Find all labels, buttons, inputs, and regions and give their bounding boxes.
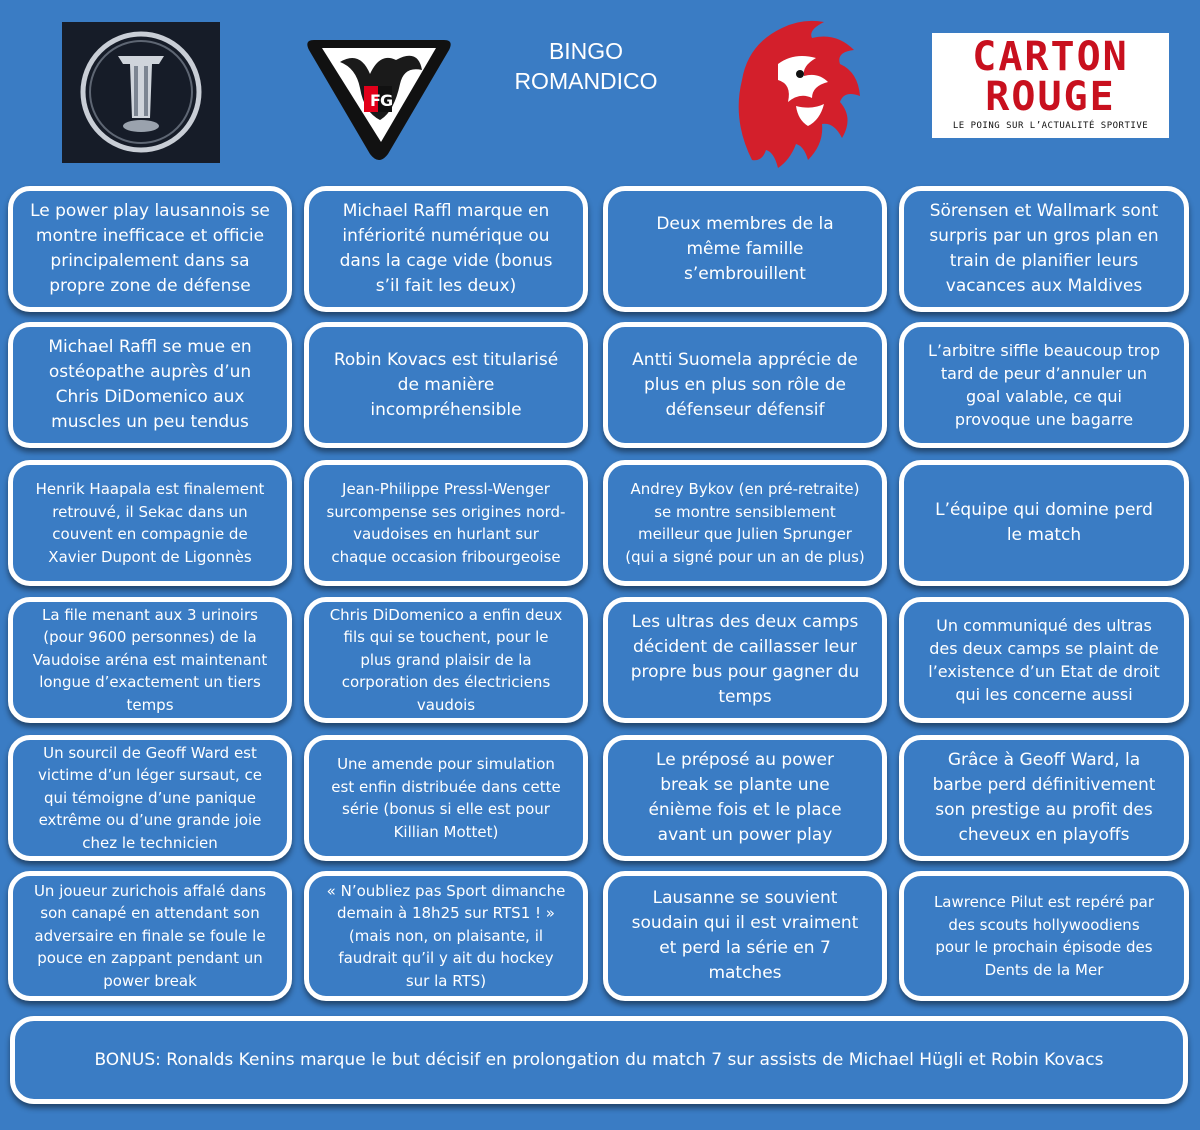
card-line: des scouts hollywoodiens (948, 915, 1140, 934)
card-line: chez le technicien (82, 833, 218, 852)
card-line: soudain qui il est vraiment (631, 913, 859, 933)
card-line: Jean-Philippe Pressl-Wenger (342, 480, 550, 498)
card-line: dans la cage vide (bonus (339, 251, 553, 271)
bingo-card (8, 871, 292, 1001)
card-line: surcompense ses origines nord- (326, 502, 566, 521)
card-line: train de planifier leurs (949, 251, 1139, 271)
card-line: faudrait qu’il y ait du hockey (338, 949, 554, 968)
card-line: Henrik Haapala est finalement (35, 480, 265, 498)
card-line: plus grand plaisir de la (360, 650, 532, 669)
lausanne-hc-logo (712, 10, 870, 170)
card-line: (pour 9600 personnes) de la (43, 628, 257, 647)
carton-line-1: CARTON (972, 34, 1129, 80)
card-line: power break (103, 971, 197, 990)
bingo-card (304, 460, 588, 586)
card-line: Le préposé au power (656, 750, 834, 770)
card-line: avant un power play (657, 825, 833, 845)
bingo-card (304, 871, 588, 1001)
bingo-card (603, 597, 887, 723)
card-line: Xavier Dupont de Ligonnès (48, 547, 252, 566)
card-line: Le power play lausannois se (30, 201, 270, 221)
card-line: Killian Mottet) (393, 822, 499, 841)
bingo-card (603, 735, 887, 861)
card-line: est enfin distribuée dans cette (331, 777, 561, 796)
card-line: Michael Raffl marque en (342, 201, 550, 221)
bonus-text: BONUS: Ronalds Kenins marque le but décisif en prolongation du match 7 sur assists de Michael Hügli et Robin Kovacs (94, 1050, 1104, 1070)
card-line: Andrey Bykov (en pré-retraite) (630, 480, 860, 498)
card-line: Sörensen et Wallmark sont (929, 201, 1159, 221)
card-line: plus en plus son rôle de (643, 374, 847, 395)
title-line-2: ROMANDICO (514, 68, 658, 94)
card-line: Deux membres de la (656, 213, 834, 234)
bingo-card (8, 460, 292, 586)
card-line: Lawrence Pilut est repéré par (933, 893, 1155, 911)
page-title (494, 36, 678, 96)
bingo-card (899, 871, 1189, 1001)
bingo-card (8, 322, 292, 448)
card-line: break se plante une (660, 775, 830, 795)
card-line: qui les concerne aussi (955, 685, 1133, 704)
bingo-card (304, 597, 588, 723)
bingo-card (603, 871, 887, 1001)
bingo-card (603, 460, 887, 586)
card-line: extrême ou d’une grande joie (38, 811, 262, 830)
card-line: sur la RTS) (405, 971, 487, 990)
card-line: meilleur que Julien Sprunger (638, 525, 852, 543)
card-line: propre zone de défense (49, 276, 251, 296)
card-line: Robin Kovacs est titularisé (333, 349, 559, 370)
card-line: provoque une bagarre (954, 410, 1134, 429)
bingo-card (603, 186, 887, 312)
bingo-card (899, 735, 1189, 861)
card-line: pouce en zappant pendant un (37, 949, 263, 968)
card-line: corporation des électriciens (341, 673, 551, 692)
card-line: décident de caillasser leur (633, 637, 857, 657)
card-line: L’arbitre siffle beaucoup trop (928, 341, 1160, 360)
card-line: Antti Suomela apprécie de (632, 349, 858, 370)
card-line: Lausanne se souvient (652, 888, 838, 908)
card-line: temps (718, 687, 772, 707)
card-line: adversaire en finale se foule le (34, 926, 266, 945)
card-line: incompréhensible (370, 399, 522, 420)
bingo-card (899, 186, 1189, 312)
card-line: Les ultras des deux camps (631, 612, 859, 632)
bingo-card (304, 322, 588, 448)
bingo-card (899, 322, 1189, 448)
card-line: principalement dans sa (50, 251, 250, 271)
card-line: La file menant aux 3 urinoirs (42, 605, 258, 624)
card-line: muscles un peu tendus (51, 412, 249, 432)
carton-line-2: ROUGE (985, 74, 1116, 120)
card-line: vaudois (416, 695, 476, 714)
card-line: vacances aux Maldives (945, 276, 1143, 296)
card-line: série (bonus si elle est pour (342, 800, 550, 818)
card-line: énième fois et le place (648, 800, 842, 820)
card-line: Michael Raffl se mue en (48, 337, 252, 357)
fribourg-gotteron-logo (300, 22, 458, 163)
card-line: matches (708, 963, 782, 983)
card-line: s’embrouillent (684, 263, 806, 284)
card-line: qui témoigne d’une panique (44, 788, 256, 807)
card-line: temps (126, 695, 174, 714)
carton-rouge-logo (932, 33, 1169, 138)
card-line: « N’oubliez pas Sport dimanche (326, 881, 566, 900)
card-line: se montre sensiblement (654, 502, 836, 521)
card-line: Une amende pour simulation (337, 755, 555, 773)
card-line: propre bus pour gagner du (630, 662, 860, 682)
card-line: fils qui se touchent, pour le (343, 628, 549, 647)
card-line: Grâce à Geoff Ward, la (947, 750, 1141, 770)
card-line: des deux camps se plaint de (929, 639, 1159, 658)
card-line: demain à 18h25 sur RTS1 ! » (337, 904, 555, 923)
card-line: Un sourcil de Geoff Ward est (43, 743, 257, 762)
card-line: de manière (397, 374, 495, 395)
card-line: cheveux en playoffs (958, 825, 1130, 845)
card-line: barbe perd définitivement (932, 775, 1156, 795)
bingo-card (8, 186, 292, 312)
card-line: tard de peur d’annuler un (940, 364, 1148, 383)
card-line: Chris DiDomenico a enfin deux (329, 605, 563, 624)
card-line: défenseur défensif (665, 399, 825, 420)
card-line: Un communiqué des ultras (936, 616, 1152, 635)
card-line: retrouvé, il Sekac dans un (52, 502, 248, 521)
title-line-1: BINGO (548, 38, 624, 64)
card-line: montre inefficace et officie (35, 226, 265, 246)
card-line: Chris DiDomenico aux (55, 387, 245, 407)
zsc-lions-logo (62, 22, 220, 163)
card-line: Dents de la Mer (984, 960, 1104, 979)
card-line: L’équipe qui domine perd (935, 500, 1153, 520)
card-line: et perd la série en 7 (659, 938, 831, 958)
bingo-card (8, 597, 292, 723)
carton-rouge-tagline: LE POING SUR L’ACTUALITÉ SPORTIVE (952, 121, 1149, 131)
bingo-card (8, 735, 292, 861)
bingo-card (603, 322, 887, 448)
card-line: victime d’un léger sursaut, ce (38, 766, 262, 785)
card-line: surpris par un gros plan en (929, 226, 1159, 246)
bingo-card (304, 735, 588, 861)
card-line: (mais non, on plaisante, il (348, 926, 544, 945)
card-line: (qui a signé pour un an de plus) (625, 547, 865, 566)
card-line: vaudoises en hurlant sur (353, 525, 539, 543)
bingo-card (899, 597, 1189, 723)
card-line: même famille (686, 238, 804, 259)
card-line: chaque occasion fribourgeoise (331, 547, 561, 566)
card-line: longue d’exactement un tiers (39, 673, 261, 692)
card-line: infériorité numérique ou (342, 226, 550, 246)
card-line: Un joueur zurichois affalé dans (33, 881, 267, 900)
card-line: son prestige au profit des (935, 800, 1153, 820)
carton-rouge-wordmark (932, 34, 1169, 120)
bingo-card (899, 460, 1189, 586)
bingo-card (304, 186, 588, 312)
card-line: Vaudoise aréna est maintenant (32, 650, 268, 669)
card-line: l’existence d’un Etat de droit (928, 662, 1160, 681)
card-line: son canapé en attendant son (40, 904, 260, 923)
bonus-card (10, 1016, 1188, 1104)
card-line: couvent en compagnie de (52, 525, 248, 543)
svg-text:F: F (370, 91, 381, 110)
card-line: goal valable, ce qui (966, 387, 1122, 406)
card-line: pour le prochain épisode des (935, 938, 1153, 956)
card-line: s’il fait les deux) (375, 276, 517, 296)
card-line: le match (1006, 525, 1082, 545)
card-line: ostéopathe auprès d’un (48, 362, 252, 382)
header (0, 0, 1200, 180)
svg-text:G: G (380, 91, 394, 110)
